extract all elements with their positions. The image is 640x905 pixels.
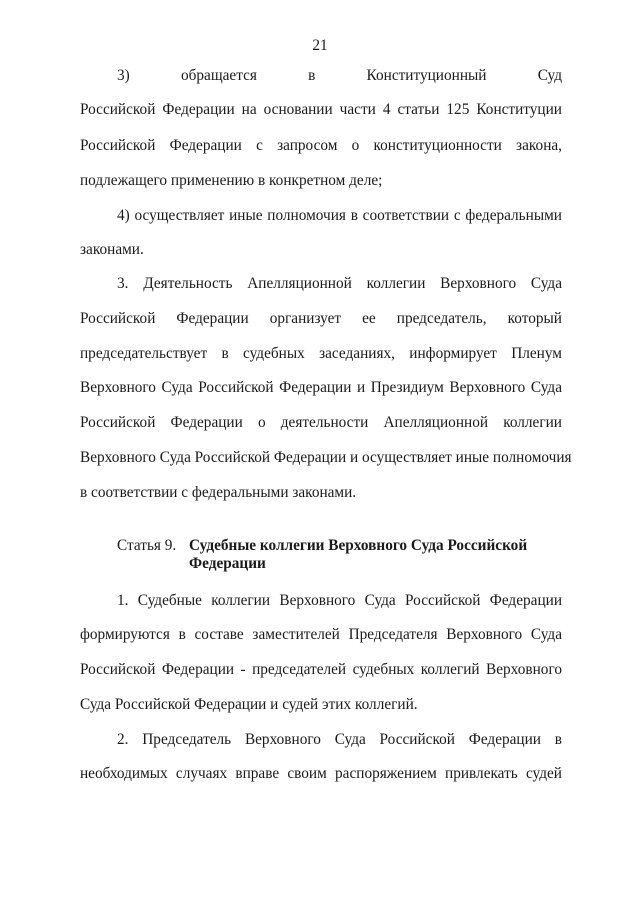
text-line: Российской Федерации на основании части 4 статьи 125 Конституции (80, 101, 562, 118)
text-line: подлежащего применению в конкретном деле; (80, 172, 383, 189)
text-line: в соответствии с федеральными законами. (80, 484, 357, 501)
text-line: Российской Федерации - председателей судебных коллегий Верховного (80, 661, 562, 678)
article-label: Статья 9. (117, 537, 177, 554)
text-line: Верховного Суда Российской Федерации и Президиум Верховного Суда (80, 379, 562, 396)
text-line: 1. Судебные коллегии Верховного Суда Российской Федерации (117, 592, 562, 609)
text-line: Верховного Суда Российской Федерации и осуществляет иные полномочия (80, 449, 572, 466)
text-line: Суда Российской Федерации и судей этих коллегий. (80, 696, 418, 713)
text-line: 4) осуществляет иные полномочия в соответствии с федеральными (117, 207, 562, 224)
article-title: Судебные коллегии Верховного Суда Российской Федерации (189, 537, 528, 572)
text-line: председательствует в судебных заседаниях, информирует Пленум (80, 345, 562, 362)
text-line: необходимых случаях вправе своим распоряжением привлекать судей (80, 765, 562, 782)
text-line: формируются в составе заместителей Председателя Верховного Суда (80, 626, 562, 643)
text-line: Российской Федерации с запросом о конституционности закона, (80, 137, 562, 154)
text-line: 2. Председатель Верховного Суда Российской Федерации в (117, 731, 562, 748)
text-line: Российской Федерации организует ее председатель, который (80, 310, 562, 327)
text-line: 3) обращается в Конституционный Суд (117, 67, 562, 84)
text-line: Российской Федерации о деятельности Апелляционной коллегии (80, 414, 562, 431)
text-line: 3. Деятельность Апелляционной коллегии Верховного Суда (117, 275, 562, 292)
text-line: законами. (80, 241, 144, 258)
page-number: 21 (312, 37, 328, 54)
